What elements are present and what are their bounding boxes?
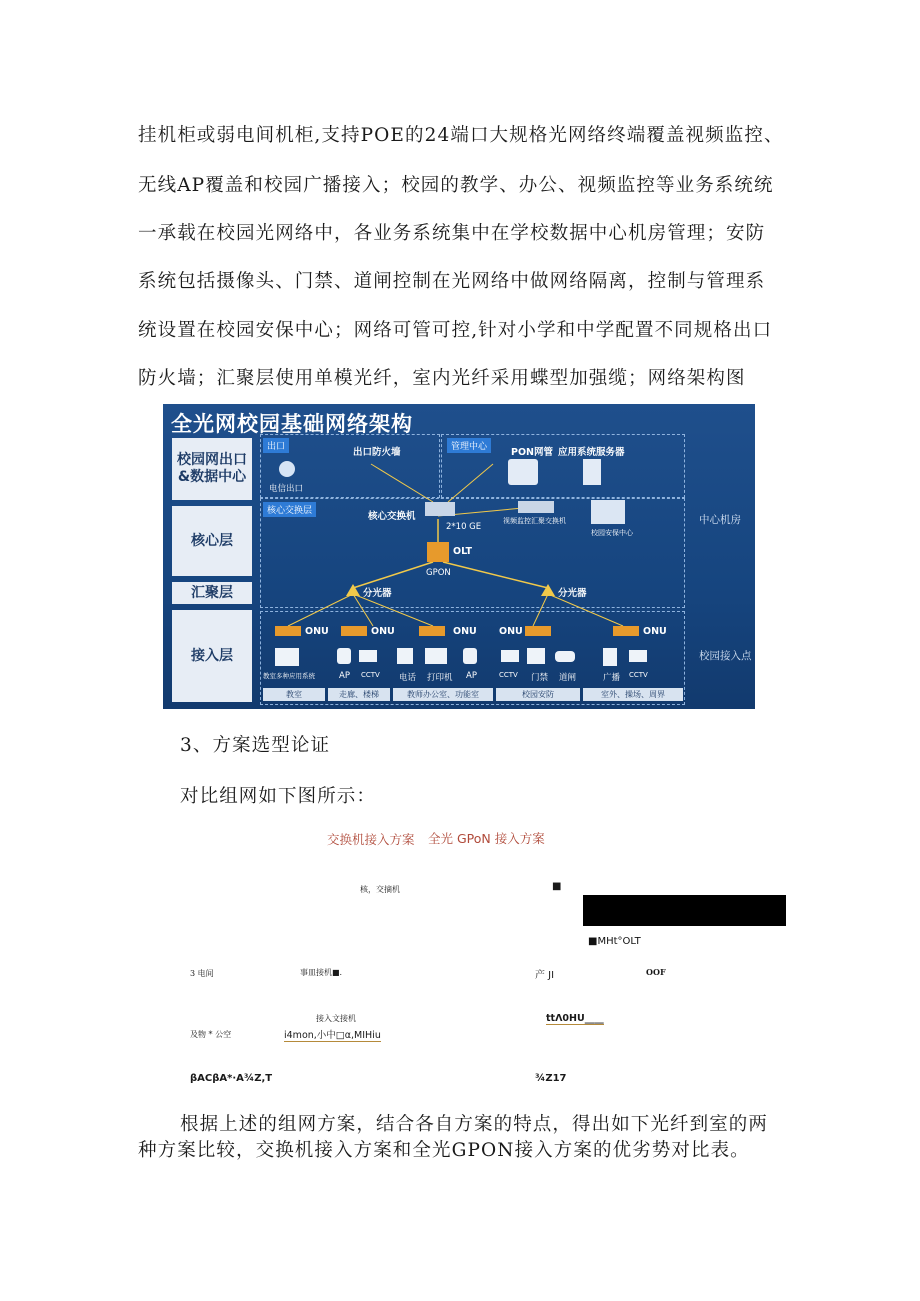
room-label: 校园安防 [496,688,580,701]
device-label: AP [466,671,477,681]
switch-icon [518,501,554,513]
wifi-icon [463,648,477,664]
device-label: 教室多种应用系统 [263,672,315,680]
server-icon [508,459,538,485]
room-label: 室外、操场、周界 [583,688,683,701]
device-label: 打印机 [427,673,453,683]
olt-text-value: ■MHt°OLT [588,936,641,947]
building-icon [591,500,625,524]
device-label: CCTV [629,671,648,679]
left-text-b: 事皿接机■. [300,968,343,977]
square-mark: ■ [552,881,562,892]
onu-label: ONU [371,626,395,637]
device-label: 电话 [399,673,417,683]
door-icon [527,648,545,664]
uplink-label: 2*10 GE [446,522,482,532]
room-label: 教师办公室、功能室 [393,688,493,701]
olt-text [588,936,641,947]
onu-label: ONU [643,626,667,637]
left-text-e: βACβA*·A¾Z,T [190,1073,273,1084]
printer-icon [425,648,447,664]
device-label: CCTV [361,671,380,679]
video-switch-label: 视频监控汇聚交换机 [503,517,566,525]
section-heading: 3、方案选型论证 [180,735,331,756]
right-text-b: OOF [646,967,666,977]
room-label: 教室 [263,688,325,701]
comparison-title-left: 交换机接入方案 [327,832,415,847]
onu-label: ONU [499,626,523,637]
onu-icon [613,626,639,636]
speaker-icon [603,648,617,666]
mgmt-tag: 管理中心 [447,438,491,453]
splitter-label: 分光器 [363,588,392,599]
onu-label: ONU [453,626,477,637]
exit-tag: 出口 [263,438,289,453]
onu-icon [419,626,445,636]
device-label: AP [339,671,350,681]
left-text-c: 及物 * 公空 [190,1030,232,1039]
room-label: 走廊、楼梯 [328,688,390,701]
splitter-label: 分光器 [558,588,587,599]
security-center-label: 校园安保中心 [591,529,633,537]
layer-access: 接入层 [172,610,252,702]
device-label: 道闸 [559,673,577,683]
intro-line: 对比组网如下图所示： [180,786,377,807]
core-switch-text: 核，交摘机 [360,885,400,894]
paragraph-line: 挂机柜或弱电间机柜,支持POE的24端口大规格光网络终端覆盖视频监控、 [138,125,784,146]
right-text-c: ttΛ0HU____ [546,1013,604,1024]
layer-exit-datacenter: 校园网出口&数据中心 [172,438,252,500]
core-switch-label: 核心交换机 [368,511,416,522]
paragraph-line: 种方案比较，交换机接入方案和全光GPON接入方案的优劣势对比表。 [138,1140,750,1161]
layer-core: 核心层 [172,506,252,576]
onu-icon [525,626,551,636]
phone-icon [397,648,413,664]
olt-label: OLT [453,546,473,557]
left-text-d: i4mon,小中□α,MIHiu [284,1027,381,1042]
right-text-a: 产 JI [535,970,555,981]
device-label: 门禁 [531,673,549,683]
monitor-icon [275,648,299,666]
paragraph-line: 根据上述的组网方案，结合各自方案的特点，得出如下光纤到室的两 [180,1114,769,1135]
camera-icon [359,650,377,662]
switch-icon [425,502,455,516]
app-server-label: 应用系统服务器 [558,447,625,458]
camera-icon [629,650,647,662]
paragraph-line: 统设置在校园安保中心；网络可管可控,针对小学和中学配置不同规格出口 [138,320,773,341]
camera-icon [501,650,519,662]
side-label-datacenter: 中心机房 [699,514,741,526]
gpon-label: GPON [426,568,451,578]
wifi-icon [337,648,351,664]
figure-title: 全光网校园基础网络架构 [171,412,413,436]
onu-icon [275,626,301,636]
globe-icon [279,461,295,477]
paragraph-line: 防火墙；汇聚层使用单模光纤，室内光纤采用蝶型加强缆；网络架构图 [138,368,746,389]
server-icon [583,459,601,485]
right-text-e: ¾Z17 [535,1073,567,1084]
paragraph-line: 系统包括摄像头、门禁、道闸控制在光网络中做网络隔离，控制与管理系 [138,271,766,292]
access-switch-text: 接入文接机 [316,1014,356,1023]
comparison-title-right: 全光 GPoN 接入方案 [428,831,545,846]
car-icon [555,651,575,662]
telecom-exit-label: 电信出口 [269,484,304,494]
black-bar [583,895,786,926]
layer-aggregation: 汇聚层 [172,582,252,604]
olt-icon [427,542,449,562]
device-label: CCTV [499,671,518,679]
core-layer-tag: 核心交换层 [263,502,316,517]
pon-mgmt-label: PON网管 [511,447,553,458]
firewall-label: 出口防火墙 [353,447,401,458]
onu-icon [341,626,367,636]
paragraph-line: 一承载在校园光网络中，各业务系统集中在学校数据中心机房管理；安防 [138,223,766,244]
network-architecture-figure [163,404,755,709]
device-label: 广播 [603,673,621,683]
left-text-a: 3 电间 [190,969,214,978]
side-label-access: 校园接入点 [699,650,752,662]
splitter-icon [346,584,360,596]
paragraph-line: 无线AP覆盖和校园广播接入；校园的教学、办公、视频监控等业务系统统 [138,175,774,196]
splitter-icon [541,584,555,596]
onu-label: ONU [305,626,329,637]
